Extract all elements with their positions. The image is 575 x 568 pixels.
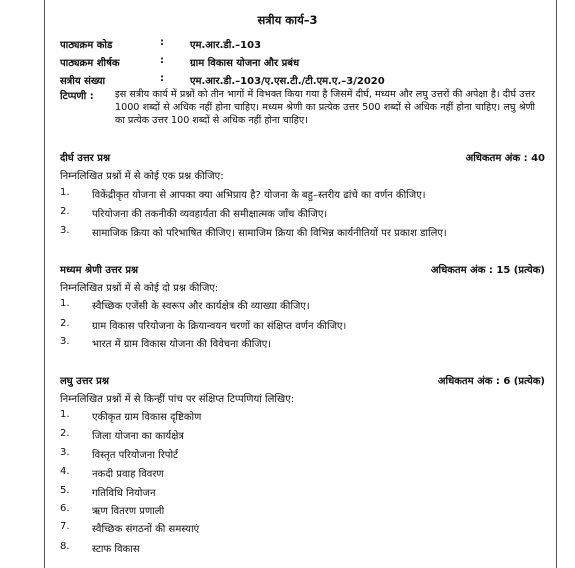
question-text: ऋण वितरण प्रणाली [92, 506, 165, 517]
section-title: दीर्घ उत्तर प्रश्न [60, 153, 111, 164]
question-item [60, 298, 540, 312]
question-number: 1. [60, 409, 70, 420]
question-text: जिला योजना का कार्यक्षेत्र [92, 431, 184, 442]
question-text: स्वैच्छिक एजेंसी के स्वरूप और कार्यक्षेत्र की व्याख्या कीजिए। [92, 301, 310, 312]
section-instruction: निम्नलिखित प्रश्नों में से किन्हीं पांच पर संक्षिप्त टिप्पणियां लिखिए: [60, 394, 295, 405]
question-text: सामाजिक क्रिया को परिभाषित कीजिए। सामाजिम क्रिया की विभिन्न कार्यनीतियों पर प्रकाश डालिए। [92, 228, 447, 239]
note-text: इस सत्रीय कार्य में प्रश्नों को तीन भागों में विभक्त किया गया है जिसमें दीर्घ, मध्यम और लघु उत्तरों की अपेक्षा है। दीर्घ उत्तर 1000 शब्दों से अधिक नहीं होना चाहिए। मध्यम श्रेणी का प्रत्येक उत्तर 500 शब्दों से अधिक नहीं होना चाहिए। लघु श्रेणी का प्रत्येक उत्तर 100 शब्दों से अधिक नहीं होना चाहिए। [115, 89, 535, 126]
question-number: 3. [60, 225, 70, 236]
section-instruction: निम्नलिखित प्रश्नों में से कोई दो प्रश्न कीजिए: [60, 283, 219, 294]
section-marks: अधिकतम अंक : 15 (प्रत्येक) [430, 265, 545, 276]
question-text: ग्राम विकास परियोजना के क्रियान्वयन चरणों का संक्षिप्त वर्णन कीजिए। [92, 321, 347, 332]
question-number: 5. [60, 485, 70, 496]
question-item [60, 336, 540, 350]
meta-key: पाठ्यक्रम कोड [60, 40, 113, 51]
question-number: 2. [60, 428, 70, 439]
section-title: लघु उत्तर प्रश्न [60, 376, 109, 387]
question-item [60, 428, 540, 442]
question-text: स्टाफ विकास [92, 544, 140, 555]
question-item [60, 541, 540, 555]
question-number: 3. [60, 447, 70, 458]
question-text: परियोजना की तकनीकी व्यवहार्यता की समीक्षात्मक जाँच कीजिए। [92, 209, 328, 220]
question-number: 4. [60, 466, 70, 477]
question-text: स्वैच्छिक संगठनों की समस्याएं [92, 524, 200, 535]
section-marks: अधिकतम अंक : 6 (प्रत्येक) [437, 376, 545, 387]
question-number: 2. [60, 206, 70, 217]
question-item [60, 409, 540, 423]
section-short-heading [60, 373, 545, 387]
section-long-heading [60, 150, 545, 164]
question-item [60, 521, 540, 535]
question-text: विस्तृत परियोजना रिपोर्ट [92, 450, 179, 461]
section-instruction: निम्नलिखित प्रश्नों में से कोई एक प्रश्न कीजिए: [60, 171, 224, 182]
section-medium-heading [60, 262, 545, 276]
meta-colon: : [160, 73, 164, 84]
question-item [60, 206, 540, 220]
page-right-border [556, 0, 557, 568]
question-item [60, 447, 540, 461]
question-item [60, 503, 540, 517]
question-text: नकदी प्रवाह विवरण [92, 469, 164, 480]
page-left-border [44, 0, 45, 568]
question-text: विकेंद्रीकृत योजना से आपका क्या अभिप्राय है? योजना के बहु–स्तरीय ढांचे का वर्णन कीजिए। [92, 190, 426, 201]
meta-key: पाठ्यक्रम शीर्षक [60, 58, 120, 69]
meta-value: एम.आर.डी.–103/ए.एस.टी./टी.एम.ए.–3/2020 [190, 76, 385, 87]
question-number: 1. [60, 187, 70, 198]
question-number: 6. [60, 503, 70, 514]
meta-colon: : [160, 37, 164, 48]
question-number: 1. [60, 298, 70, 309]
question-item [60, 318, 540, 332]
question-item [60, 225, 540, 239]
section-marks: अधिकतम अंक : 40 [465, 153, 545, 164]
question-number: 2. [60, 318, 70, 329]
meta-colon: : [160, 55, 164, 66]
question-text: भारत में ग्राम विकास योजना की विवेचना कीजिए। [92, 339, 272, 350]
question-item [60, 485, 540, 499]
question-item [60, 466, 540, 480]
question-number: 3. [60, 336, 70, 347]
question-text: एकीकृत ग्राम विकास दृष्टिकोण [92, 412, 202, 423]
section-title: मध्यम श्रेणी उत्तर प्रश्न [60, 265, 139, 276]
question-item [60, 187, 540, 201]
meta-value: ग्राम विकास योजना और प्रबंध [190, 58, 300, 69]
meta-key: सत्रीय संख्या [60, 76, 106, 87]
question-number: 8. [60, 541, 70, 552]
question-number: 7. [60, 521, 70, 532]
question-text: गतिविधि नियोजन [92, 488, 156, 499]
meta-value: एम.आर.डी.–103 [190, 40, 262, 51]
page-title: सत्रीय कार्य–3 [257, 13, 318, 27]
note-label: टिप्पणी : [60, 91, 94, 102]
